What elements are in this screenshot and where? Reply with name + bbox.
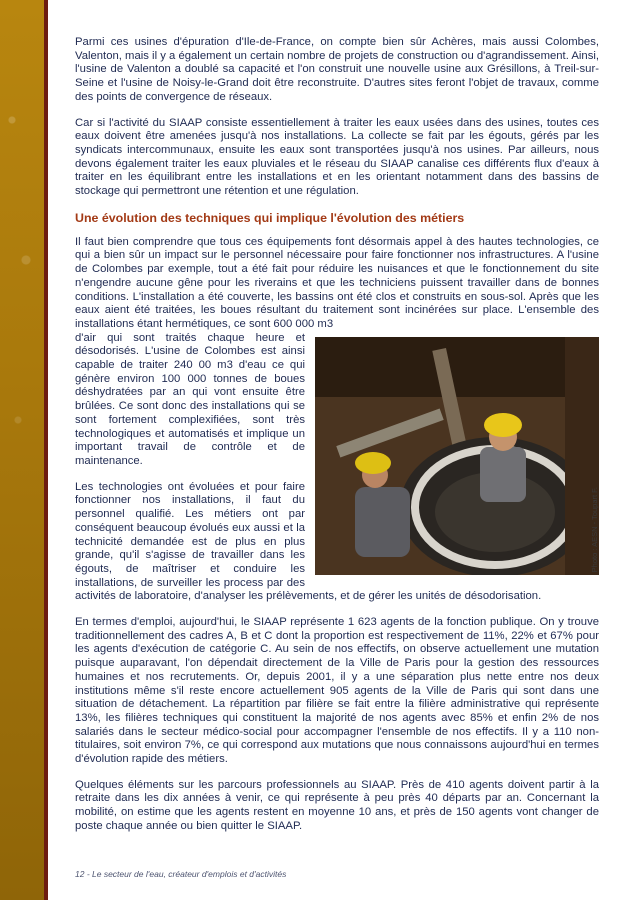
paragraph-parcours: Quelques éléments sur les parcours professionnels au SIAAP. Près de 410 agents doivent partir à la retraite dans les dix années à venir, ce qui représente à peu près 40 départs par an. Concernant la mobilité, on estime que les agents restent en moyenne 10 ans, et près de 150 agents vont changer de poste chaque année ou bien quitter le SIAAP. — [75, 778, 599, 832]
workers-illustration — [315, 337, 599, 575]
workers-photo — [315, 337, 599, 575]
section-heading: Une évolution des techniques qui implique l'évolution des métiers — [75, 210, 465, 225]
paragraph-activite: Car si l'activité du SIAAP consiste essentiellement à traiter les eaux usées dans des usines, toutes ces eaux doivent être amenées jusqu'à nos installations. La collecte se fait par les égouts, gérés par les syndicats intercommunaux, ensuite les eaux sont transportées jusqu'à nos usines. Par ailleurs, nous devons également traiter les eaux pluviales et le réseau du SIAAP canalise ces différents flux d'eaux à traiter en les équilibrant entre les installations et en les orientant notamment dans des bassins de stockage qui permettront une rétention et une régulation. — [75, 116, 599, 198]
paragraph-emploi: En termes d'emploi, aujourd'hui, le SIAAP représente 1 623 agents de la fonction publique. On y trouve traditionnellement des cadres A, B et C dont la proportion est respectivement de 11%, 22% et 67% pour les agents d'exécution de catégorie C. Au sein de nos effectifs, on observe actuellement une mutation puisque auparavant, l'on dépendait directement de la Ville de Paris pour la gestion des ressources humaines et nos recrutements. Or, depuis 2001, il y a une séparation plus nette entre nos deux institutions même s'il reste encore actuellement 905 agents de la Ville de Paris qui sont dans une situation de détachement. La répartition par filière se fait entre la filière administrative qui représente 13%, les filières techniques qui constituent la majorité de nos agents avec 85% et enfin 2% de nos salariés dans le secteur médico-social pour accompagner l'ensemble de nos effectifs. Il y a 110 non-titulaires, soit environ 7%, ce qui correspond aux mutations que nous connaissons aujourd'hui en termes d'évolution rapide des métiers. — [75, 616, 599, 766]
photo-credit: Photo : AESN - Toupart F. — [590, 486, 599, 572]
page-footer: 12 - Le secteur de l'eau, créateur d'emplois et d'activités — [75, 869, 287, 879]
paragraph-technologies-continued: d'air qui sont traités chaque heure et désodorisés. L'usine de Colombes est ainsi capable de traiter 240 00 m3 d'eau ce qui génère environ 100 000 tonnes de boues déshydratées par an qui vont ensuite être brûlées. Ce sont donc des installations qui se sont fortement complexifiées, sont très technologiques et automatisés et implique un important travail de contrôle et de maintenance. — [75, 331, 305, 467]
decorative-side-band — [0, 0, 44, 900]
decorative-side-line — [44, 0, 48, 900]
paragraph-technologies-text: Il faut bien comprendre que tous ces équipements font désormais appel à des hautes technologies, ce qui a bien sûr un impact sur le personnel nécessaire pour faire fonctionner nos infrastructures. A l'usine de Colombes par exemple, tout a été fait pour réduire les nuisances et que le fonctionnement du site n'engendre aucune gêne pour les riverains et que les techniciens puissent travailler dans de bonnes conditions. L'installation a été couverte, les bassins ont été clos et construits en sous-sol. Après que les eaux aient été traitées, les boues résultant du traitement sont incinérées sur place. L'ensemble des installations étant hermétiques, ce sont 600 000 m3 — [75, 235, 599, 330]
paragraph-metiers: Les technologies ont évoluées et pour faire fonctionner nos installations, il faut du personnel qualifié. Les métiers ont par conséquent beaucoup évolués eux aussi et la technicité demandée est de plus en plus grande, qu'il s'agisse de travailler dans les égouts, de maîtriser et conduire les installations, de surveiller les process par des activités de laboratoire, d'analyser les prélèvements, et de gérer les unités de désodorisation. — [75, 480, 542, 603]
paragraph-usines: Parmi ces usines d'épuration d'Ile-de-France, on compte bien sûr Achères, mais aussi Colombes, Valenton, mais il y a également un certain nombre de projets de construction ou d'agrandissement. Ainsi, l'usine de Valenton a doublé sa capacité et l'on construit une nouvelle usine aux Grésillons, à Treil-sur-Seine et l'usine de Noisy-le-Grand doit être reconstruite. D'autres sites feront l'objet de travaux, comme des points de convergence de réseaux. — [75, 36, 599, 103]
article-body — [75, 36, 599, 846]
paragraph-technologies — [75, 236, 599, 332]
